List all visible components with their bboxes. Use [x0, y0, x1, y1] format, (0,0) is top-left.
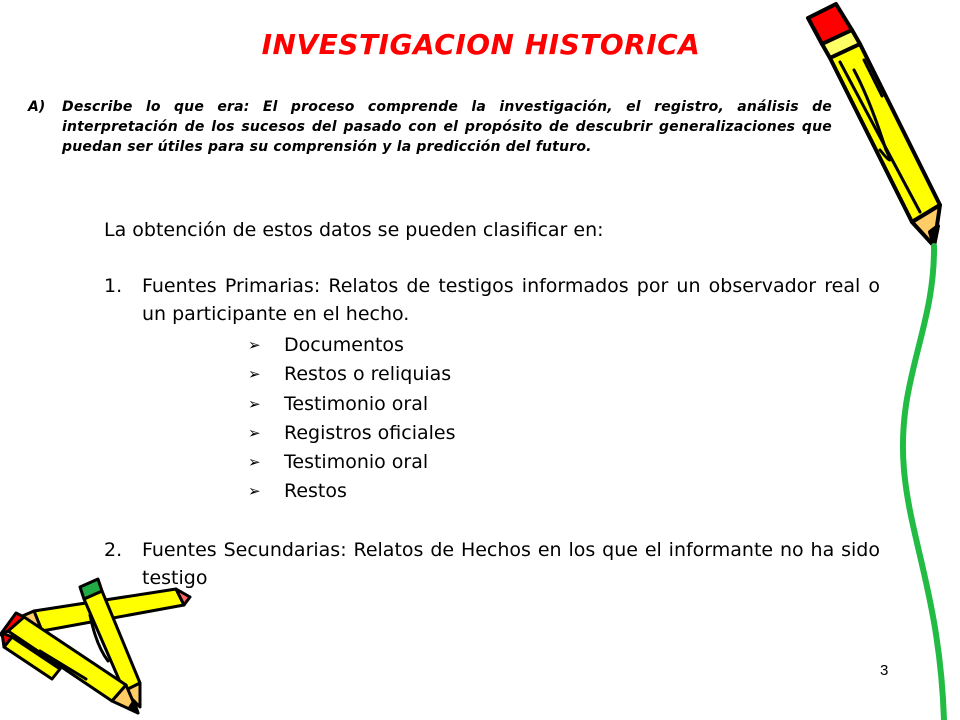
page-number: 3 — [880, 662, 889, 679]
primary-sources-bullets — [248, 331, 456, 507]
list-number: 2. — [104, 539, 123, 561]
arrowhead-bullet-icon: ➢ — [248, 482, 261, 501]
arrowhead-bullet-icon: ➢ — [248, 423, 261, 442]
intro-text: Describe lo que era: El proceso comprende la investigación, el registro, análisis de interpretación de los sucesos del pasado con el propósito de descubrir generalizaciones que puedan ser útiles para su comprensión y la predicción del futuro. — [62, 99, 832, 155]
intro-paragraph — [28, 97, 832, 157]
list-item-secondary-sources — [104, 536, 880, 592]
bullet-text: Testimonio oral — [284, 451, 429, 474]
lead-sentence: La obtención de estos datos se pueden clasificar en: — [104, 219, 604, 241]
list-item-text: Fuentes Secundarias: Relatos de Hechos en los que el informante no ha sido testigo — [142, 539, 880, 589]
arrowhead-bullet-icon: ➢ — [248, 365, 261, 384]
pencil-cluster-icon — [0, 575, 200, 720]
arrowhead-bullet-icon: ➢ — [248, 394, 261, 413]
list-item-primary-sources — [104, 272, 880, 328]
page-title: INVESTIGACION HISTORICA — [261, 28, 701, 61]
bullet-item — [248, 419, 456, 448]
yellow-pencil-icon — [800, 0, 960, 720]
bullet-item — [248, 390, 456, 419]
list-item-text: Fuentes Primarias: Relatos de testigos informados por un observador real o un participante en el hecho. — [142, 275, 880, 325]
bullet-item — [248, 477, 456, 506]
bullet-item — [248, 448, 456, 477]
arrowhead-bullet-icon: ➢ — [248, 336, 261, 354]
arrowhead-bullet-icon: ➢ — [248, 453, 261, 472]
bullet-text: Restos o reliquias — [284, 363, 452, 386]
list-number: 1. — [104, 275, 123, 297]
bullet-text: Documentos — [284, 334, 404, 356]
bullet-item — [248, 331, 456, 360]
bullet-text: Registros oficiales — [284, 421, 456, 444]
intro-marker: A) — [28, 99, 46, 115]
bullet-text: Testimonio oral — [284, 392, 429, 415]
bullet-text: Restos — [284, 480, 347, 503]
bullet-item — [248, 360, 456, 389]
